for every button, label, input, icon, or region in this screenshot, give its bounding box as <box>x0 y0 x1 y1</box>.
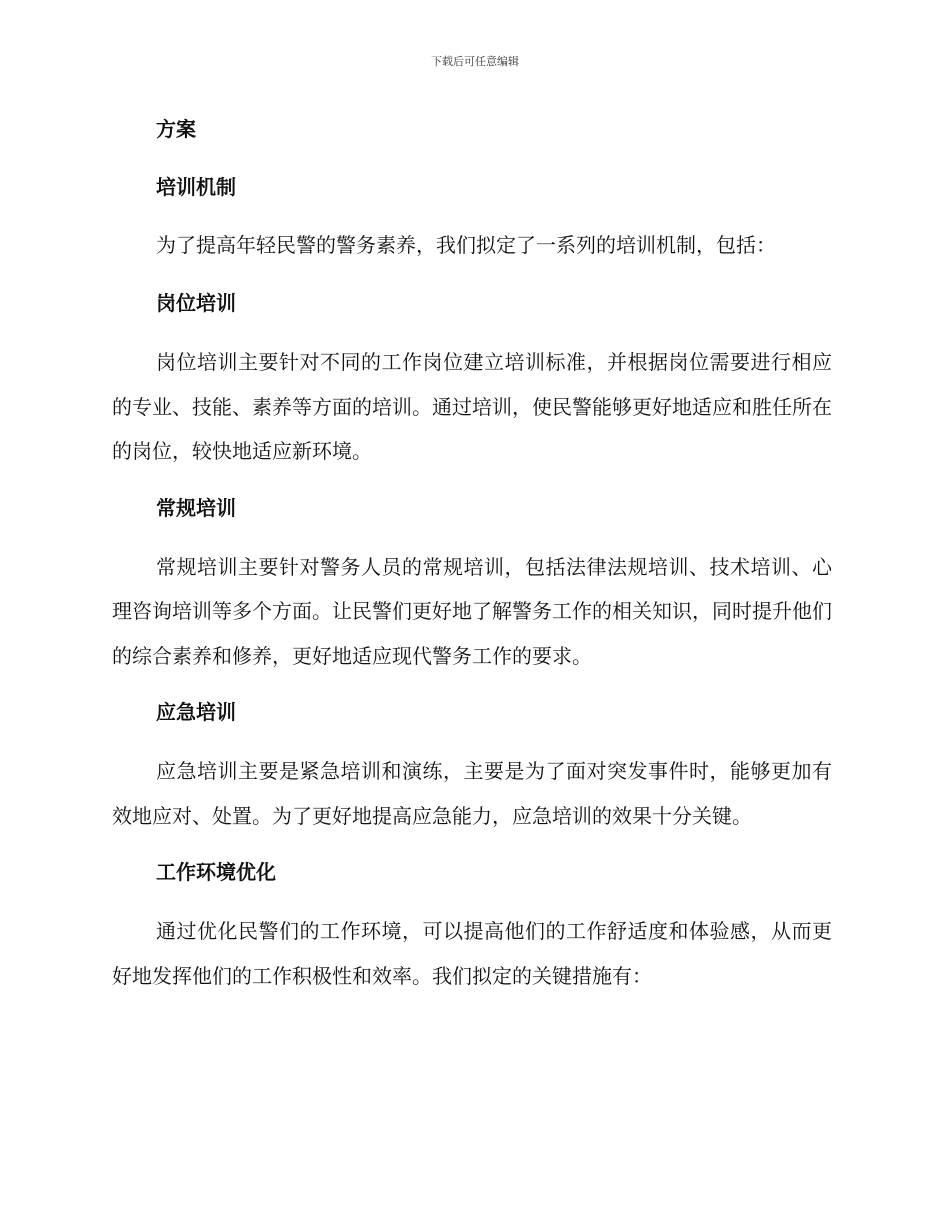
paragraph-emergency-training: 应急培训主要是紧急培训和演练，主要是为了面对突发事件时，能够更加有效地应对、处置。为了更好地提高应急能力，应急培训的效果十分关键。 <box>112 759 832 828</box>
section-heading-post-training: 岗位培训 <box>156 291 236 315</box>
paragraph-post-training: 岗位培训主要针对不同的工作岗位建立培训标准，并根据岗位需要进行相应的专业、技能、素养等方面的培训。通过培训，使民警能够更好地适应和胜任所在的岗位，较快地适应新环境。 <box>112 350 832 463</box>
section-heading-work-environment: 工作环境优化 <box>156 860 276 884</box>
document-body <box>112 108 832 1011</box>
section-heading-training-mechanism: 培训机制 <box>156 175 236 199</box>
paragraph-regular-training: 常规培训主要针对警务人员的常规培训，包括法律法规培训、技术培训、心理咨询培训等多个方面。让民警们更好地了解警务工作的相关知识，同时提升他们的综合素养和修养，更好地适应现代警务工作的要求。 <box>112 554 832 668</box>
section-heading-regular-training: 常规培训 <box>156 495 236 520</box>
paragraph-work-environment: 通过优化民警们的工作环境，可以提高他们的工作舒适度和体验感，从而更好地发挥他们的工作积极性和效率。我们拟定的关键措施有： <box>112 919 832 988</box>
page-header: 下载后可任意编辑 <box>431 55 519 68</box>
section-heading-plan: 方案 <box>156 117 196 141</box>
section-heading-emergency-training: 应急培训 <box>156 700 236 724</box>
paragraph-training-intro: 为了提高年轻民警的警务素养，我们拟定了一系列的培训机制，包括： <box>156 233 776 257</box>
